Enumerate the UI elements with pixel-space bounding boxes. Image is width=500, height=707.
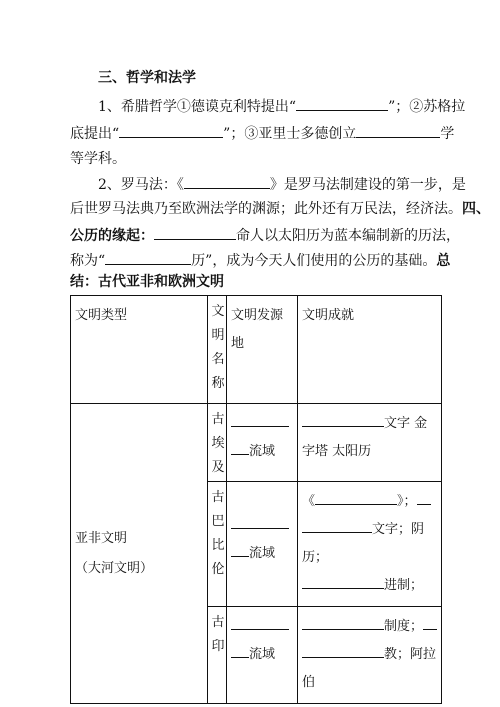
name-cell: 古 巴 比 伦 <box>208 482 227 607</box>
text: 四、 <box>462 201 490 217</box>
type-sublabel: （大河文明） <box>75 560 154 576</box>
text: 称为“ <box>70 253 106 269</box>
blank[interactable] <box>154 226 236 240</box>
text: 进制； <box>384 578 424 593</box>
text: 》； <box>397 494 417 509</box>
blank[interactable] <box>302 616 384 630</box>
paragraph-law-line2 <box>70 201 490 217</box>
blank[interactable] <box>231 413 289 427</box>
origin-cell <box>227 482 298 607</box>
blank[interactable] <box>356 124 440 138</box>
blank[interactable] <box>231 515 289 529</box>
text: 学 <box>440 126 455 142</box>
civilization-table <box>70 295 442 704</box>
type-cell <box>71 404 208 704</box>
text: 字塔 太阳历 <box>302 444 372 459</box>
header-name: 文 明 名 称 <box>208 296 227 404</box>
header-type: 文明类型 <box>71 296 208 404</box>
paragraph-philosophy-line3: 等学科。 <box>70 151 126 167</box>
text: 《 <box>302 494 316 509</box>
blank[interactable] <box>184 175 270 189</box>
paragraph-calendar-line1 <box>70 226 460 244</box>
table-row <box>71 404 442 482</box>
blank[interactable] <box>296 97 388 111</box>
text: 流域 <box>249 444 276 459</box>
blank[interactable] <box>302 575 384 589</box>
text: 制度； <box>384 619 424 634</box>
text: 流域 <box>249 647 276 662</box>
text: 后世罗马法典乃至欧洲法学的渊源；此外还有万民法，经济法。 <box>70 201 462 217</box>
text: ”；③亚里士多德创立 <box>223 126 357 142</box>
origin-cell <box>227 404 298 482</box>
blank[interactable] <box>302 644 384 658</box>
text: 命人以太阳历为蓝本编制新的历法， <box>236 228 460 244</box>
blank[interactable] <box>417 491 431 505</box>
text: ①德谟克利特提出“ <box>176 99 297 115</box>
table-header-row <box>71 296 442 404</box>
achievement-cell <box>298 482 442 607</box>
blank[interactable] <box>231 543 249 557</box>
blank[interactable] <box>231 616 289 630</box>
blank[interactable] <box>315 491 397 505</box>
name-cell: 古 埃 及 <box>208 404 227 482</box>
text: ”；②苏格拉 <box>388 99 466 115</box>
text: 》是罗马法制建设的第一步，是 <box>269 177 466 193</box>
blank[interactable] <box>302 413 384 427</box>
summary-title: 结：古代亚非和欧洲文明 <box>70 274 224 290</box>
type-label: 亚非文明 <box>75 530 128 546</box>
blank[interactable] <box>302 519 372 533</box>
paragraph-law-line1 <box>98 175 466 193</box>
paragraph-calendar-line2 <box>70 251 450 269</box>
name-cell: 古 印 <box>208 607 227 704</box>
header-origin: 文明发源地 <box>227 296 298 404</box>
text: 文字 金 <box>384 416 428 431</box>
origin-cell <box>227 607 298 704</box>
blank[interactable] <box>423 616 437 630</box>
text: 文字；阴历； <box>302 522 425 565</box>
achievement-cell <box>298 404 442 482</box>
blank[interactable] <box>231 644 249 658</box>
text: 底提出“ <box>70 126 120 142</box>
header-achievement: 文明成就 <box>298 296 442 404</box>
text: 流域 <box>249 546 276 561</box>
text: 1、希腊哲学 <box>98 99 177 115</box>
paragraph-philosophy-line2 <box>70 124 454 142</box>
text: 总 <box>436 253 451 269</box>
text: 历”，成为今天人们使用的公历的基础。 <box>191 253 437 269</box>
achievement-cell <box>298 607 442 704</box>
text: 教；阿拉伯 <box>302 647 437 690</box>
blank[interactable] <box>119 124 223 138</box>
section-heading: 三、哲学和法学 <box>98 70 196 86</box>
text: 2、罗马法：《 <box>98 177 184 193</box>
text: 公历的缘起： <box>70 228 154 244</box>
blank[interactable] <box>231 441 249 455</box>
paragraph-philosophy-line1 <box>98 97 465 115</box>
blank[interactable] <box>105 251 191 265</box>
